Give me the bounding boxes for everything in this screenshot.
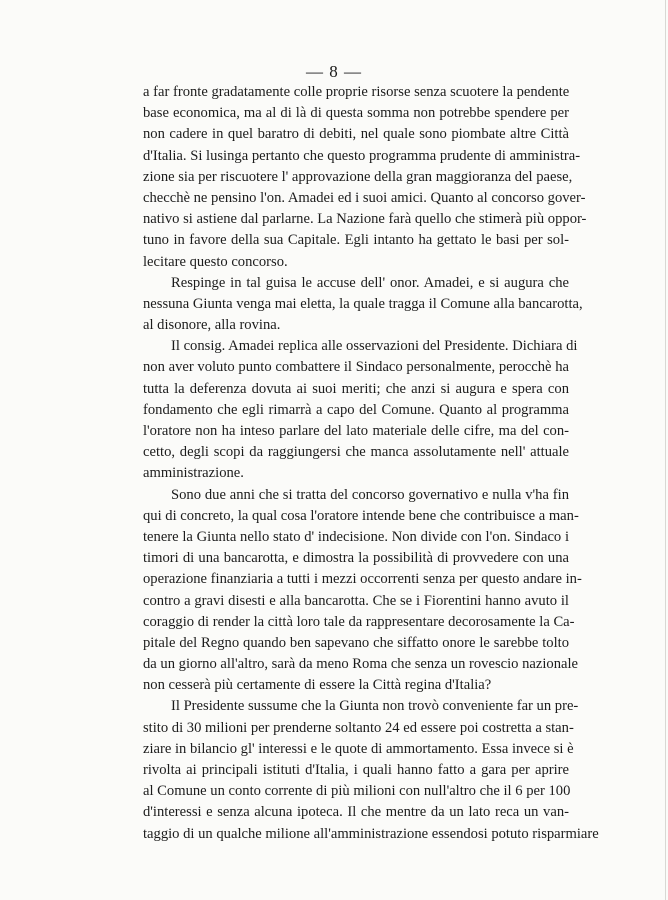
text-line: non cadere in quel baratro di debiti, nel quale sono piombate altre Città (143, 126, 569, 143)
text-line: stito di 30 milioni per prenderne soltanto 24 ed essere poi costretta a stan- (143, 719, 574, 736)
text-line: tenere la Giunta nello stato d' indecisione. Non divide con l'on. Sindaco i (143, 528, 569, 545)
text-line: coraggio di render la città loro tale da rappresentare decorosamente la Ca- (143, 613, 575, 630)
text-line: rivolta ai principali istituti d'Italia, i quali hanno fatto a gara per aprire (143, 762, 569, 778)
text-line: d'interessi e senza alcuna ipoteca. Il che mentre da un lato reca un van- (143, 804, 569, 821)
paragraph-first-line: Il consig. Amadei replica alle osservazioni del Presidente. Dichiara di (171, 338, 578, 355)
page-number: — 8 — (306, 62, 362, 81)
text-line: non aver voluto punto combattere il Sindaco personalmente, perocchè ha (143, 359, 569, 376)
text-line: zione sia per riscuotere l' approvazione della gran maggioranza del paese, (143, 168, 573, 185)
text-line: ziare in bilancio gl' interessi e le quote di ammortamento. Essa invece si è (143, 740, 574, 757)
text-line: taggio di un qualche milione all'amministrazione essendosi potuto risparmiare (143, 825, 599, 842)
text-line: l'oratore non ha inteso parlare del lato materiale delle cifre, ma del con- (143, 423, 569, 439)
text-line: qui di concreto, la qual cosa l'oratore intende bene che contribuisce a man- (143, 507, 579, 524)
text-line: base economica, ma al di là di questa somma non potrebbe spendere per (143, 105, 569, 122)
text-line: nessuna Giunta venga mai eletta, la quale tragga il Comune alla bancarotta, (143, 295, 583, 312)
text-line: al disonore, alla rovina. (143, 317, 281, 334)
text-line: tutta la deferenza dovuta ai suoi meriti; che anzi si augura e spera con (143, 380, 569, 397)
text-line: a far fronte gradatamente colle proprie risorse senza scuotere la pendente (143, 84, 570, 100)
paragraph-first-line: Sono due anni che si tratta del concorso governativo e nulla v'ha fin (171, 486, 569, 503)
text-line: amministrazione. (143, 465, 244, 482)
paragraph-first-line: Il Presidente sussume che la Giunta non trovò conveniente far un pre- (171, 698, 579, 715)
text-line: operazione finanziaria a tutti i mezzi occorrenti senza per questo andare in- (143, 571, 582, 588)
text-line: cetto, degli scopi da raggiungersi che manca assolutamente nell' attuale (143, 444, 569, 461)
text-line: tuno in favore della sua Capitale. Egli intanto ha gettato le basi per sol- (143, 232, 569, 249)
text-line: pitale del Regno quando ben sapevano che siffatto onore le sarebbe tolto (143, 634, 569, 651)
text-line: al Comune un conto corrente di più milioni con null'altro che il 6 per 100 (143, 783, 571, 800)
body-text (143, 82, 599, 845)
paragraph-first-line: Respinge in tal guisa le accuse dell' onor. Amadei, e si augura che (171, 274, 569, 291)
text-line: contro a gravi disesti e alla bancarotta. Che se i Fiorentini hanno avuto il (143, 592, 569, 609)
text-line: da un giorno all'altro, sarà da meno Roma che senza un rovescio nazionale (143, 656, 579, 673)
text-line: d'Italia. Si lusinga pertanto che questo programma prudente di amministra- (143, 147, 581, 164)
page-edge-line (665, 0, 666, 900)
text-line: timori di una bancarotta, e dimostra la possibilità di provvedere con una (143, 550, 569, 567)
text-line: fondamento che egli rimarrà a capo del Comune. Quanto al programma (143, 401, 569, 418)
text-line: checchè ne pensino l'on. Amadei ed i suoi amici. Quanto al concorso gover- (143, 189, 586, 206)
text-line: non cesserà più certamente di essere la Città regina d'Italia? (143, 677, 492, 694)
text-line: lecitare questo concorso. (143, 253, 288, 270)
text-line: nativo si astiene dal parlarne. La Nazione farà quello che stimerà più oppor- (143, 211, 587, 228)
